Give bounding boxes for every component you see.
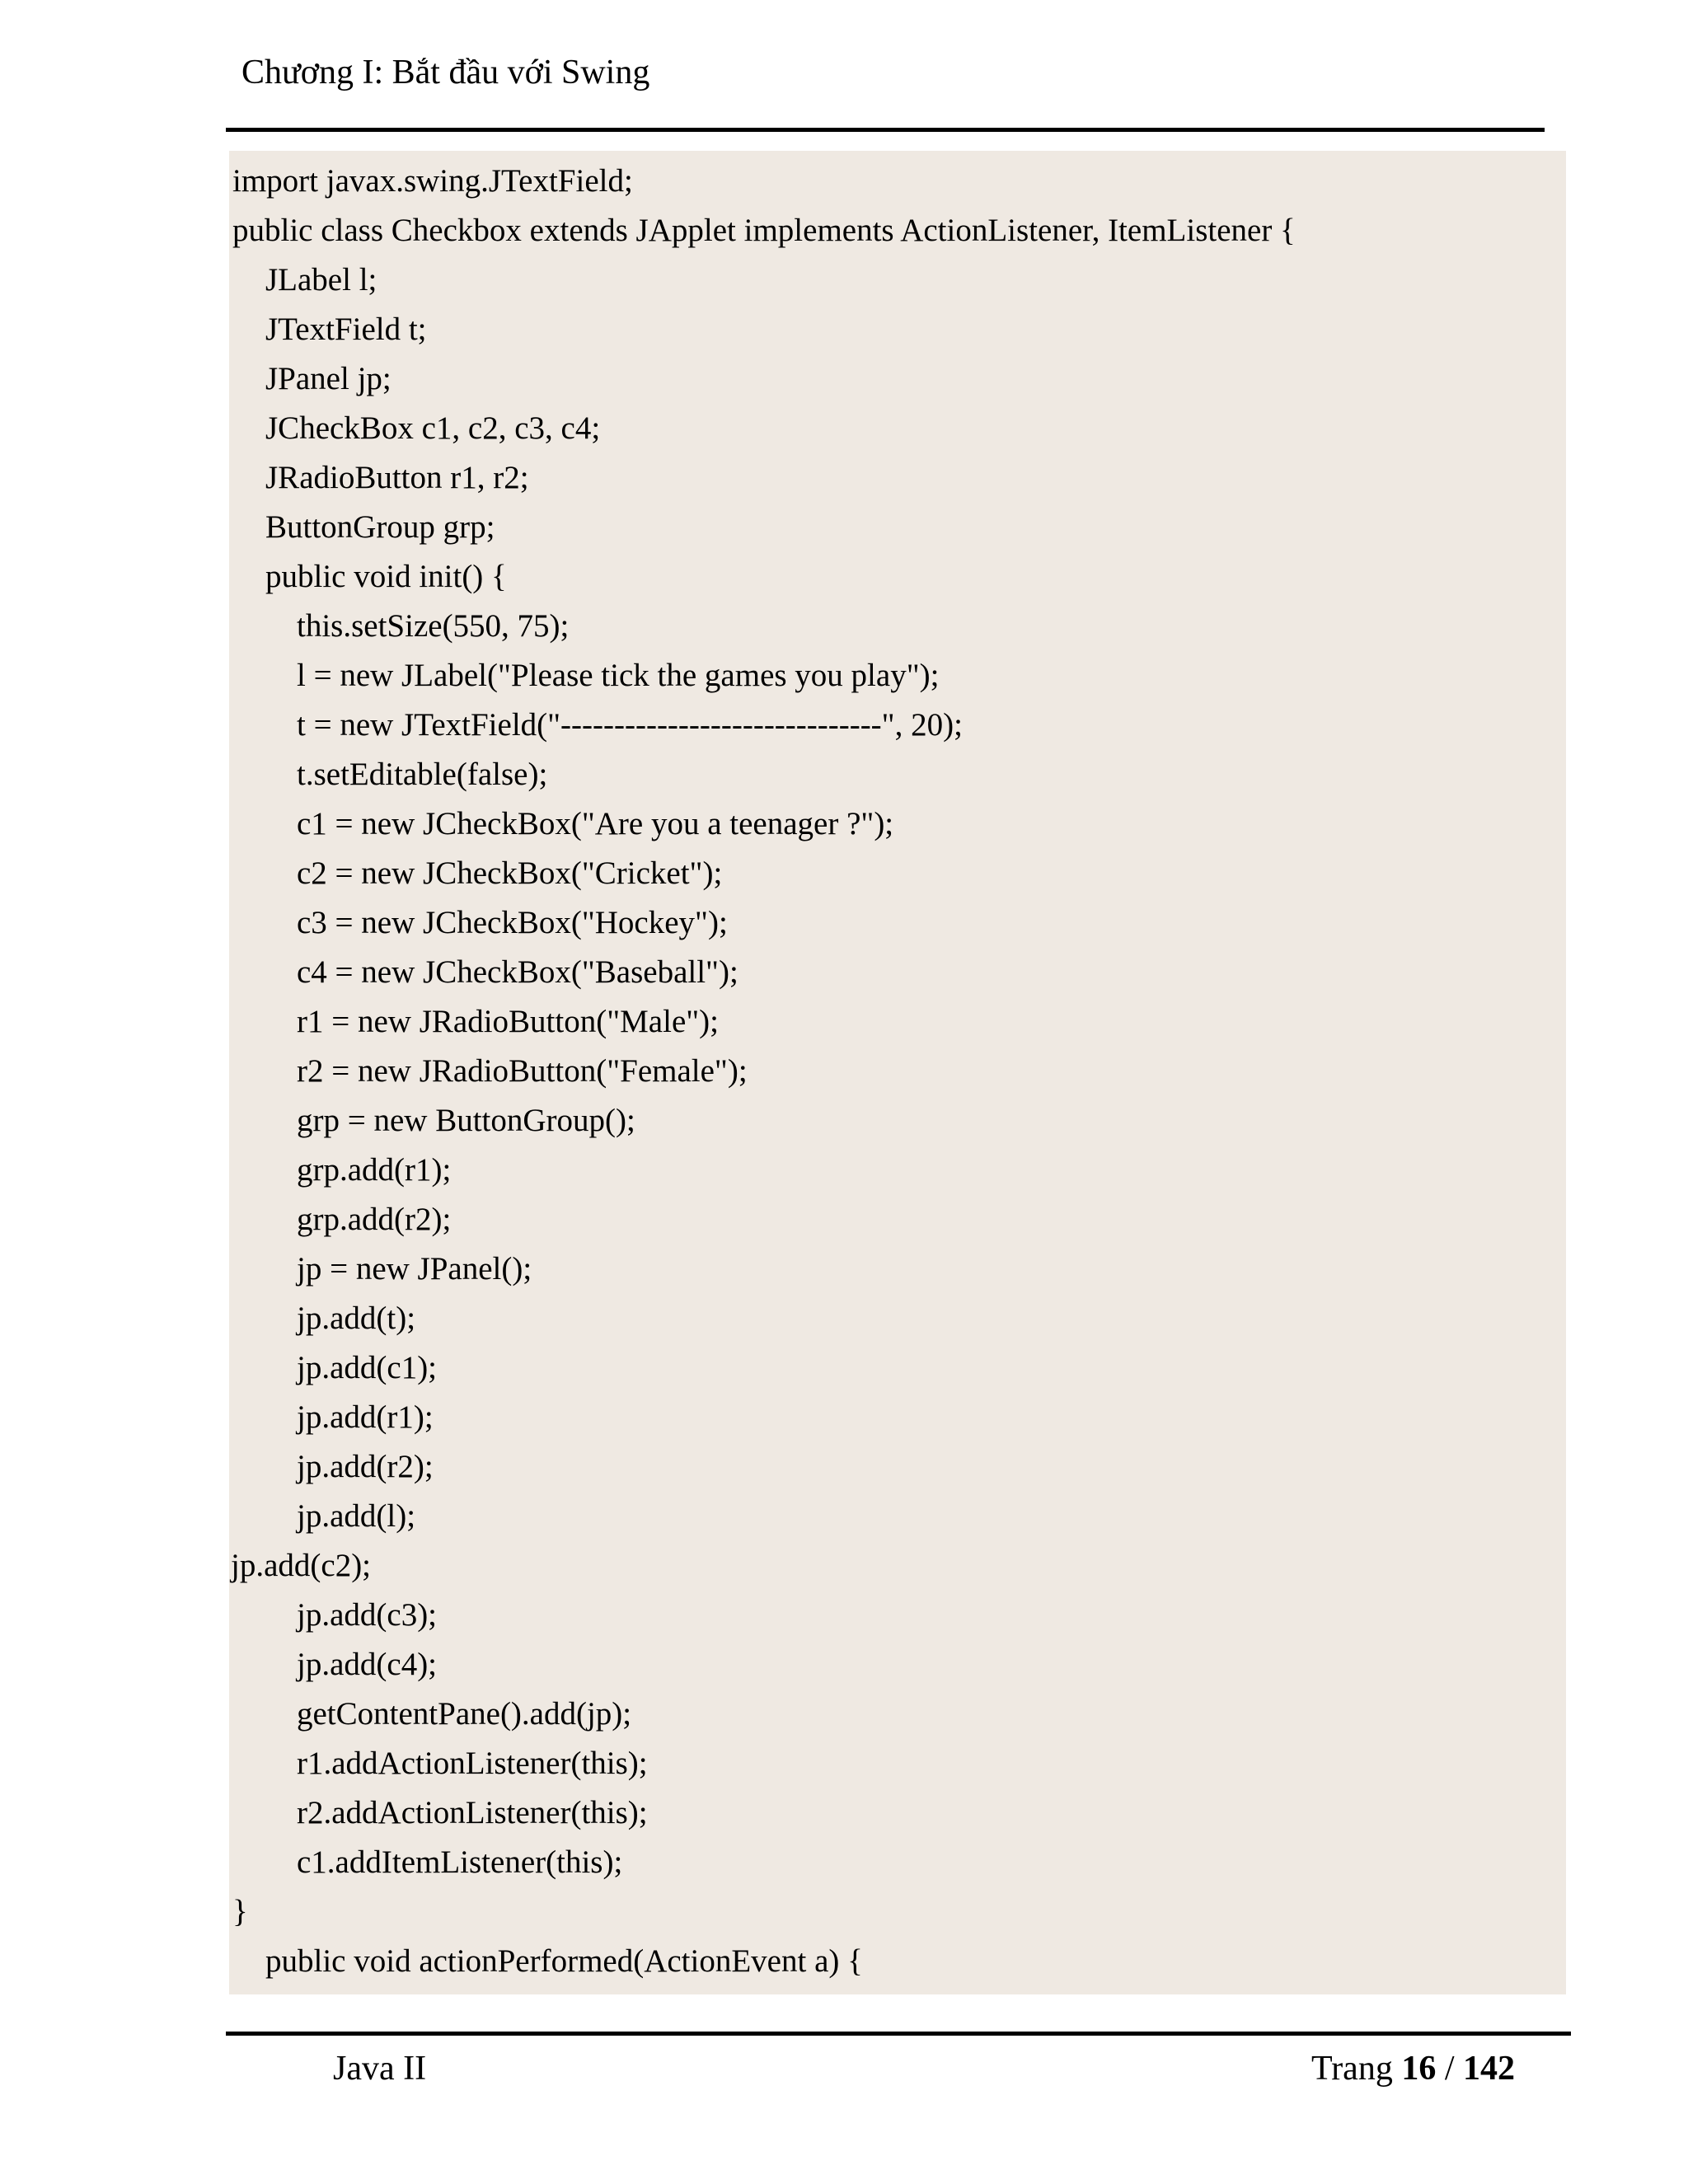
page-separator: /	[1444, 2050, 1455, 2088]
code-line: l = new JLabel("Please tick the games you play");	[297, 658, 940, 693]
code-line: JPanel jp;	[265, 361, 392, 396]
code-line: c2 = new JCheckBox("Cricket");	[297, 855, 723, 891]
code-line: JLabel l;	[265, 262, 377, 298]
code-line: JTextField t;	[265, 312, 427, 347]
code-line: public void init() {	[265, 559, 507, 594]
code-line: jp.add(c1);	[297, 1350, 438, 1385]
code-line: r2.addActionListener(this);	[297, 1795, 648, 1830]
code-line: jp.add(r2);	[297, 1449, 434, 1484]
page-label: Trang	[1311, 2050, 1393, 2088]
header-divider	[226, 128, 1545, 132]
code-line: grp.add(r2);	[297, 1202, 452, 1237]
code-line: jp = new JPanel();	[297, 1251, 532, 1286]
code-line: r1.addActionListener(this);	[297, 1746, 648, 1781]
code-line: grp = new ButtonGroup();	[297, 1103, 635, 1138]
code-line: t.setEditable(false);	[297, 757, 548, 792]
code-line: public class Checkbox extends JApplet implements ActionListener, ItemListener {	[232, 213, 1296, 248]
code-line: jp.add(c2);	[231, 1548, 372, 1583]
footer-divider	[226, 2032, 1571, 2036]
code-line: c1 = new JCheckBox("Are you a teenager ?");	[297, 806, 894, 841]
code-line: ButtonGroup grp;	[265, 509, 495, 545]
code-line: t = new JTextField("------------------------------", 20);	[297, 707, 963, 743]
code-line: c4 = new JCheckBox("Baseball");	[297, 954, 738, 990]
code-line: JCheckBox c1, c2, c3, c4;	[265, 410, 601, 446]
total-pages: 142	[1463, 2050, 1515, 2088]
code-line: JRadioButton r1, r2;	[265, 460, 529, 495]
code-line: }	[232, 1894, 248, 1929]
code-line: this.setSize(550, 75);	[297, 608, 570, 644]
code-line: jp.add(l);	[297, 1498, 416, 1534]
page-header-title: Chương I: Bắt đầu với Swing	[241, 54, 650, 91]
code-line: jp.add(t);	[297, 1301, 416, 1336]
code-line: jp.add(c4);	[297, 1647, 438, 1682]
code-listing	[229, 151, 1566, 1994]
code-line: jp.add(r1);	[297, 1399, 434, 1435]
code-line: r2 = new JRadioButton("Female");	[297, 1053, 748, 1089]
code-line: c3 = new JCheckBox("Hockey");	[297, 905, 728, 940]
code-line: import javax.swing.JTextField;	[232, 163, 633, 199]
code-line: r1 = new JRadioButton("Male");	[297, 1004, 720, 1039]
code-line: public void actionPerformed(ActionEvent a) {	[265, 1943, 863, 1979]
footer-course-title: Java II	[333, 2050, 427, 2088]
page-number	[1311, 2044, 1515, 2093]
current-page: 16	[1401, 2050, 1437, 2088]
code-line: jp.add(c3);	[297, 1597, 438, 1633]
code-line: grp.add(r1);	[297, 1152, 452, 1188]
code-line: getContentPane().add(jp);	[297, 1696, 632, 1732]
code-line: c1.addItemListener(this);	[297, 1844, 623, 1880]
